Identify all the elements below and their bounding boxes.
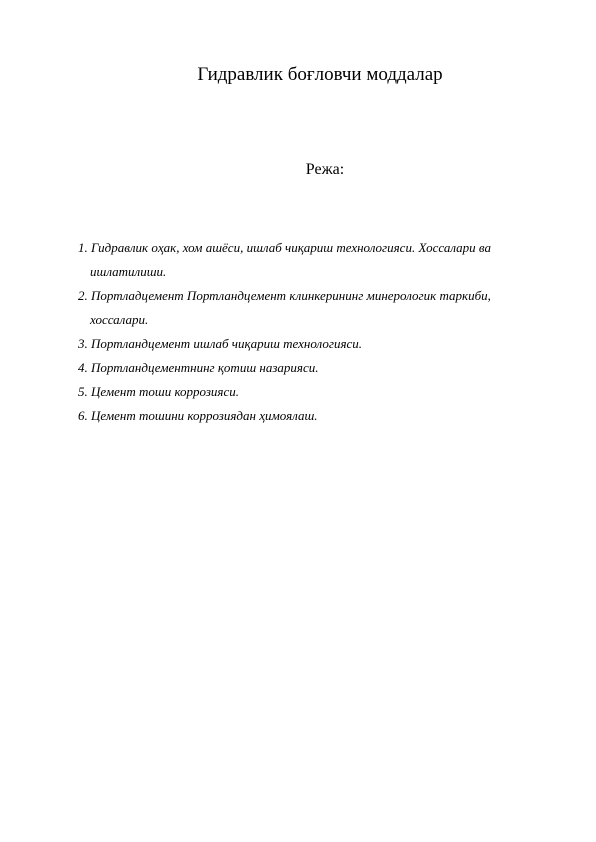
plan-list	[78, 236, 538, 428]
plan-heading: Режа:	[305, 161, 345, 178]
plan-item: 3. Портландцемент ишлаб чиқариш технологияси.	[78, 336, 363, 351]
plan-item: 6. Цемент тошини коррозиядан ҳимоялаш.	[78, 408, 318, 423]
plan-item: 5. Цемент тоши коррозияси.	[78, 384, 239, 399]
plan-item: 1. Гидравлик оҳак, хом ашёси, ишлаб чиқариш технологияси. Хоссалари ва ишлатилиши.	[78, 240, 491, 279]
page-title: Гидравлик боғловчи моддалар	[197, 64, 443, 85]
plan-item: 4. Портландцементнинг қотиш назарияси.	[78, 360, 319, 375]
plan-item: 2. Портладцемент Портландцемент клинкерининг минерологик таркиби, хоссалари.	[78, 288, 491, 327]
